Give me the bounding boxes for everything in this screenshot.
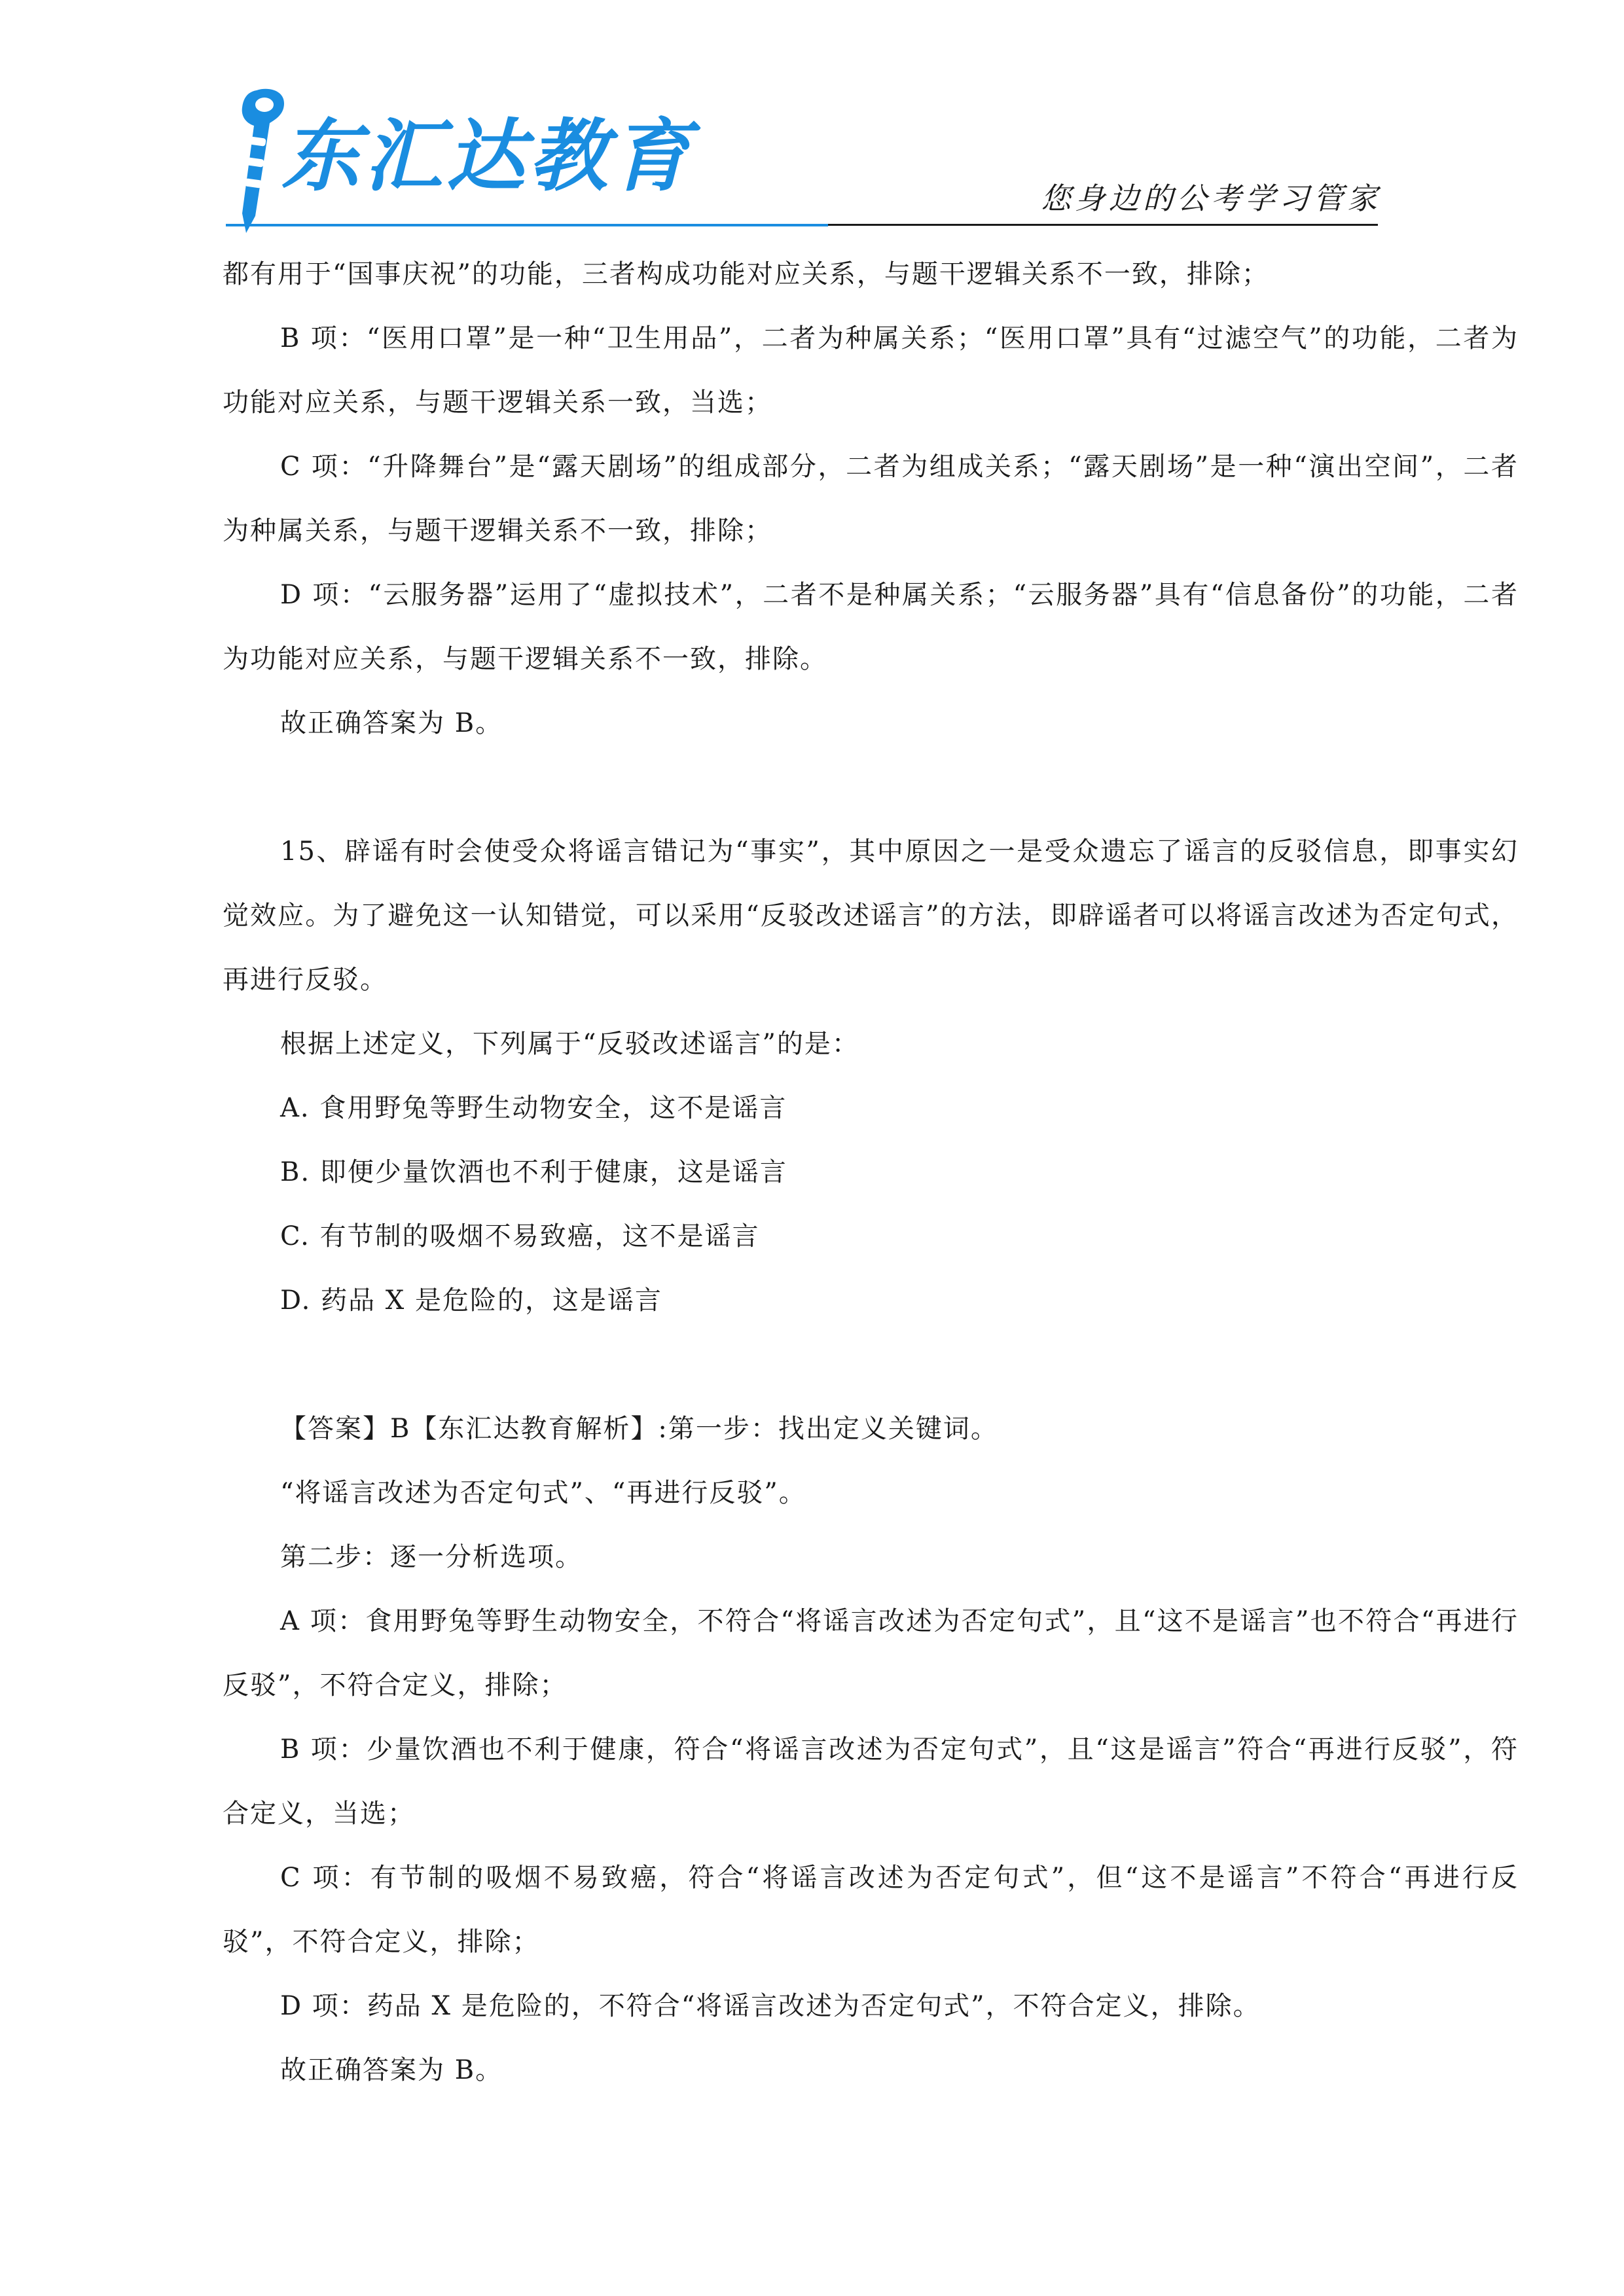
paragraph-14-continued: 都有用于“国事庆祝”的功能，三者构成功能对应关系，与题干逻辑关系不一致，排除； <box>223 259 1269 289</box>
brand-logo-text: 东汇达教育 <box>281 111 694 202</box>
analysis-14-option-b: B 项：“医用口罩”是一种“卫生用品”，二者为种属关系；“医用口罩”具有“过滤空气”的功能，二者为功能对应关系，与题干逻辑关系一致，当选； <box>223 323 1519 418</box>
section-spacer <box>223 1333 1519 1397</box>
answer-14-conclusion: 故正确答案为 B。 <box>280 708 503 738</box>
analysis-14-option-c: C 项：“升降舞台”是“露天剧场”的组成部分，二者为组成关系；“露天剧场”是一种“演出空间”，二者为种属关系，与题干逻辑关系不一致，排除； <box>223 452 1519 546</box>
question-15-stem: 15、辟谣有时会使受众将谣言错记为“事实”，其中原因之一是受众遗忘了谣言的反驳信息，即事实幻觉效应。为了避免这一认知错觉，可以采用“反驳改述谣言”的方法，即辟谣者可以将谣言改述为否定句式，再进行反驳。 <box>223 836 1519 995</box>
analysis-14-option-d: D 项：“云服务器”运用了“虚拟技术”，二者不是种属关系；“云服务器”具有“信息备份”的功能，二者为功能对应关系，与题干逻辑关系不一致，排除。 <box>223 580 1519 674</box>
question-15-option-a: A. 食用野兔等野生动物安全，这不是谣言 <box>280 1093 787 1123</box>
answer-15-header: 【答案】B【东汇达教育解析】:第一步：找出定义关键词。 <box>280 1414 998 1444</box>
analysis-15-option-c: C 项：有节制的吸烟不易致癌，符合“将谣言改述为否定句式”，但“这不是谣言”不符合“再进行反驳”，不符合定义，排除； <box>223 1863 1519 1957</box>
header-slogan: 您身边的公考学习管家 <box>1041 181 1381 216</box>
question-15-option-c: C. 有节制的吸烟不易致癌，这不是谣言 <box>280 1221 760 1251</box>
section-spacer <box>223 755 1519 819</box>
analysis-15-option-d: D 项：药品 X 是危险的，不符合“将谣言改述为否定句式”，不符合定义，排除。 <box>280 1991 1261 2021</box>
page-header <box>216 79 1394 236</box>
document-body <box>223 242 1519 2102</box>
answer-15-keywords: “将谣言改述为否定句式”、“再进行反驳”。 <box>280 1478 806 1508</box>
question-15-option-b: B. 即便少量饮酒也不利于健康，这是谣言 <box>280 1157 787 1187</box>
header-divider-accent <box>226 224 828 226</box>
answer-15-step2: 第二步：逐一分析选项。 <box>280 1542 583 1572</box>
answer-15-conclusion: 故正确答案为 B。 <box>280 2055 503 2085</box>
question-15-option-d: D. 药品 X 是危险的，这是谣言 <box>280 1285 662 1316</box>
analysis-15-option-a: A 项：食用野兔等野生动物安全，不符合“将谣言改述为否定句式”，且“这不是谣言”也不符合“再进行反驳”，不符合定义，排除； <box>223 1606 1519 1700</box>
question-15-prompt: 根据上述定义，下列属于“反驳改述谣言”的是： <box>280 1029 859 1059</box>
analysis-15-option-b: B 项：少量饮酒也不利于健康，符合“将谣言改述为否定句式”，且“这是谣言”符合“再进行反驳”，符合定义，当选； <box>223 1734 1519 1829</box>
